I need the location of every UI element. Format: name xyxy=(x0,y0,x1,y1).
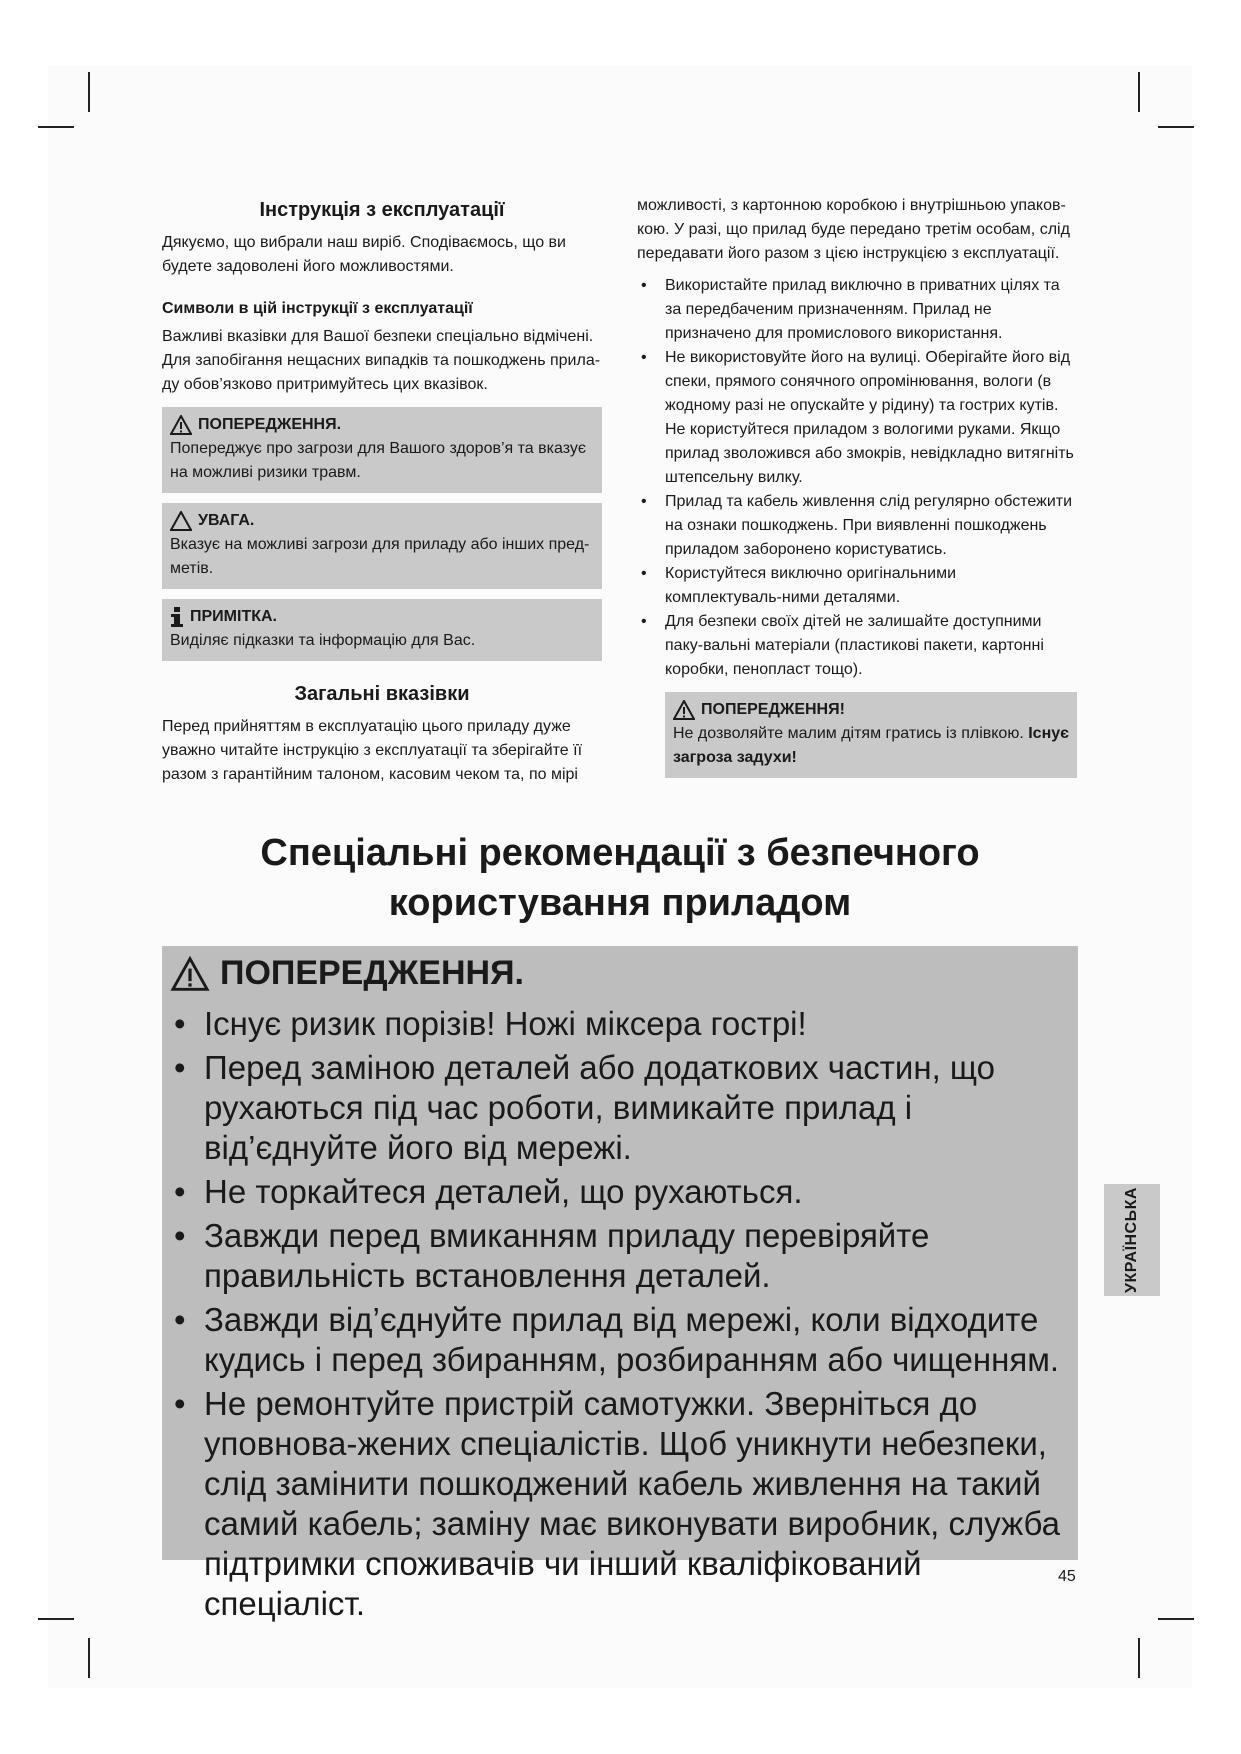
continuation-text: можливості, з картонною коробкою і внутрішньою упаков-кою. У разі, що прилад буде передано третім особам, слід передавати його разом з цією інструкцією з експлуатації. xyxy=(637,197,1070,262)
intro-text: Дякуємо, що вибрали наш виріб. Сподіваємось, що ви будете задоволені його можливостями. xyxy=(162,234,566,275)
list-item: • Перед заміною деталей або додаткових частин, що рухаються під час роботи, вимикайте прилад і від’єднуйте його від мережі. xyxy=(170,1048,1080,1168)
warning-triangle-icon xyxy=(673,700,695,720)
list-item: • Не використовуйте його на вулиці. Оберігайте його від спеки, прямого сонячного опромінювання, вологи (в жодному разі не опускайте у рідину) та гострих кутів. Не користуйтеся приладом з вологими руками. Якщо прилад зволожився або змокрів, невідкладно витягніть штепсельну вилку. xyxy=(637,346,1077,490)
crop-mark xyxy=(1138,1638,1140,1678)
general-text: Перед прийняттям в експлуатацію цього приладу дуже уважно читайте інструкцію з експлуатації та зберігайте її разом з гарантійним талоном, касовим чеком та, по мірі xyxy=(162,718,583,783)
note-box xyxy=(162,599,602,661)
symbols-heading: Символи в цій інструкції з експлуатації xyxy=(162,300,473,317)
note-box-title-row xyxy=(170,605,594,629)
list-item: • Користуйтеся виключно оригінальними комплектуваль-ними деталями. xyxy=(637,562,1077,610)
child-warning-title: ПОПЕРЕДЖЕННЯ! xyxy=(701,701,845,718)
list-item: • Не торкайтеся деталей, що рухаються. xyxy=(170,1172,1080,1212)
section-title: Інструкція з експлуатації xyxy=(259,199,505,221)
crop-mark xyxy=(1138,72,1140,112)
list-item: • Не ремонтуйте пристрій самотужки. Зверніться до уповнова-жених спеціалістів. Щоб уникнути небезпеки, слід замінити пошкоджений кабель живлення на такий самий кабель; заміну має виконувати виробник, служба підтримки споживачів чи інший кваліфікований спеціаліст. xyxy=(170,1384,1080,1624)
child-warning-text-normal: Не дозволяйте малим дітям гратись із плівкою. xyxy=(673,725,1024,742)
crop-mark xyxy=(38,126,74,128)
special-title: Спеціальні рекомендації з безпечного користування приладом xyxy=(260,832,980,924)
crop-mark xyxy=(1158,126,1194,128)
crop-mark xyxy=(38,1618,74,1620)
note-box-text: Виділяє підказки та інформацію для Вас. xyxy=(170,632,476,649)
list-item: • Завжди від’єднуйте прилад від мережі, коли відходите кудись і перед збиранням, розбиранням або чищенням. xyxy=(170,1300,1080,1380)
caution-box-title-row xyxy=(170,509,594,533)
child-warning-text xyxy=(673,722,1069,770)
special-warning-title-row xyxy=(170,954,524,993)
caution-triangle-icon xyxy=(170,511,192,531)
warning-box xyxy=(162,407,602,493)
caution-box-text: Вказує на можливі загрози для приладу або інших пред-метів. xyxy=(170,536,590,577)
list-item: • Для безпеки своїх дітей не залишайте доступними паку-вальні матеріали (пластикові пакети, картонні коробки, пенопласт тощо). xyxy=(637,610,1077,682)
right-column xyxy=(637,194,1077,778)
child-warning-box xyxy=(665,692,1077,778)
list-item: • Завжди перед вмиканням приладу перевіряйте правильність встановлення деталей. xyxy=(170,1216,1080,1296)
language-tab-label: УКРАЇНСЬКА xyxy=(1123,1187,1141,1293)
special-warning-list xyxy=(170,1004,1080,1628)
general-heading: Загальні вказівки xyxy=(294,683,470,705)
caution-box-title: УВАГА. xyxy=(198,512,255,529)
caution-box xyxy=(162,503,602,589)
warning-triangle-icon xyxy=(170,415,192,435)
special-warning-title: ПОПЕРЕДЖЕННЯ. xyxy=(220,954,524,992)
list-item: • Існує ризик порізів! Ножі міксера гострі! xyxy=(170,1004,1080,1044)
language-tab xyxy=(1104,1184,1160,1296)
note-box-title: ПРИМІТКА. xyxy=(190,608,277,625)
symbols-text: Важливі вказівки для Вашої безпеки спеціально відмічені. Для запобігання нещасних випадків та пошкоджень прила-ду обов’язково притримуйтесь цих вказівок. xyxy=(162,328,601,393)
safety-list xyxy=(637,274,1077,682)
crop-mark xyxy=(1158,1618,1194,1620)
list-item: • Прилад та кабель живлення слід регулярно обстежити на ознаки пошкоджень. При виявленні пошкоджень приладом заборонено користуватись. xyxy=(637,490,1077,562)
warning-box-title: ПОПЕРЕДЖЕННЯ. xyxy=(198,416,342,433)
warning-triangle-icon xyxy=(170,956,210,992)
info-icon xyxy=(170,607,184,627)
list-item: • Використайте прилад виключно в приватних цілях та за передбаченим призначенням. Прилад не призначено для промислового використання. xyxy=(637,274,1077,346)
child-warning-title-row xyxy=(673,698,1069,722)
warning-box-text: Попереджує про загрози для Вашого здоров’я та вказує на можливі ризики травм. xyxy=(170,440,587,481)
crop-mark xyxy=(88,1638,90,1678)
page-number: 45 xyxy=(1058,1568,1076,1585)
warning-box-title-row xyxy=(170,413,594,437)
left-column xyxy=(162,197,602,787)
child-warning-text-bold: Існує загроза задухи! xyxy=(673,725,1069,766)
crop-mark xyxy=(88,72,90,112)
